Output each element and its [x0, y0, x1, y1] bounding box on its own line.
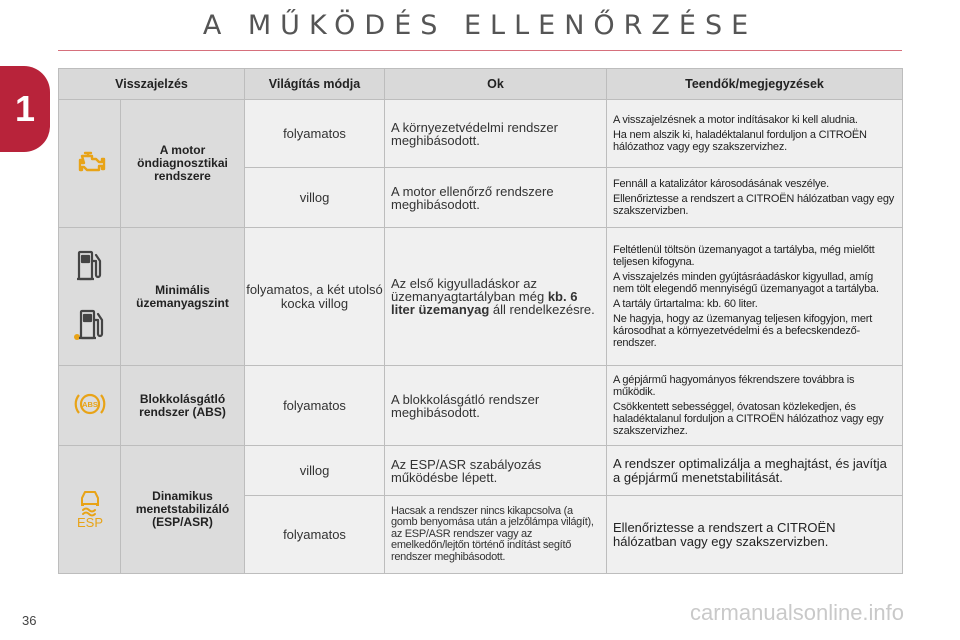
notes-cell	[607, 228, 903, 366]
header-indicator: Visszajelzés	[59, 69, 245, 100]
cause-text: Az ESP/ASR szabályozás működésbe lépett.	[385, 446, 607, 496]
cause-text: A blokkolásgátló rendszer meghibásodott.	[385, 366, 607, 446]
cause-text-end: áll rendelkezésre.	[489, 302, 595, 317]
lighting-mode: folyamatos, a két utolsó kocka villog	[245, 228, 385, 366]
title-divider	[58, 50, 902, 51]
esp-skid-car-icon	[74, 488, 106, 528]
abs-icon-cell	[59, 366, 121, 446]
table-row	[59, 228, 903, 366]
esp-icon-label: ESP	[76, 515, 103, 528]
note-text: Feltétlenül töltsön üzemanyagot a tartályba, még mielőtt teljesen kifogyna.	[613, 244, 875, 268]
lighting-mode: folyamatos	[245, 100, 385, 168]
page-title: A MŰKÖDÉS ELLENŐRZÉSE	[202, 10, 758, 41]
notes-cell	[607, 168, 903, 228]
engine-check-icon	[73, 151, 107, 173]
chapter-tab	[0, 66, 50, 152]
cause-text-start: Az első kigyulladáskor az üzemanyagtartályban még	[391, 276, 548, 304]
table-row	[59, 446, 903, 496]
note-text: A visszajelzésnek a motor indításakor ki kell aludnia.	[613, 114, 858, 126]
lighting-mode: villog	[245, 446, 385, 496]
note-text: A tartály űrtartalma: kb. 60 liter.	[613, 298, 758, 310]
fuel-pump-icon	[75, 249, 105, 283]
fuel-icon-cell	[59, 228, 121, 366]
esp-system-name: Dinamikus menetstabilizáló (ESP/ASR)	[121, 446, 245, 574]
engine-system-name: A motor öndiagnosztikai rendszere	[121, 100, 245, 228]
note-text: Csökkentett sebességgel, óvatosan közlekedjen, és haladéktalanul forduljon a CITROËN hálózathoz vagy egy szakszervizhez.	[613, 401, 884, 437]
notes-cell: Ellenőriztesse a rendszert a CITROËN hálózatban vagy egy szakszervizben.	[607, 496, 903, 574]
warning-lights-table	[58, 68, 903, 574]
notes-cell	[607, 100, 903, 168]
abs-system-name: Blokkolásgátló rendszer (ABS)	[121, 366, 245, 446]
notes-cell	[607, 366, 903, 446]
header-actions: Teendők/megjegyzések	[607, 69, 903, 100]
cause-text-bold: kb. 6 liter üzemanyag	[391, 289, 578, 317]
abs-icon	[73, 390, 107, 418]
lighting-mode: folyamatos	[245, 366, 385, 446]
chapter-number: 1	[14, 88, 36, 129]
table-row	[59, 100, 903, 168]
cause-text: Hacsak a rendszer nincs kikapcsolva (a gomb benyomása után a jelzőlámpa világít), az ESP/ASR rendszer vagy az emelkedőn/lejtőn történő indítást segítő rendszer meghibásodott.	[385, 496, 607, 574]
page-number: 36	[22, 613, 37, 628]
note-text: A visszajelzés minden gyújtásráadáskor kigyullad, amíg nem tölt elegendő mennyiségű üzemanyagot a tartályba.	[613, 271, 879, 295]
note-text: Fennáll a katalizátor károsodásának veszélye.	[613, 178, 830, 190]
cause-text: A környezetvédelmi rendszer meghibásodott.	[385, 100, 607, 168]
cause-text: A motor ellenőrző rendszere meghibásodott.	[385, 168, 607, 228]
watermark: carmanualsonline.info	[690, 600, 905, 625]
fuel-pump-warning-icon	[73, 308, 107, 342]
notes-cell: A rendszer optimalizálja a meghajtást, és javítja a gépjármű menetstabilitását.	[607, 446, 903, 496]
abs-icon-label: ABS	[81, 400, 98, 409]
header-lighting: Világítás módja	[245, 69, 385, 100]
note-text: Ha nem alszik ki, haladéktalanul forduljon a CITROËN hálózathoz vagy egy szakszervizhez.	[613, 129, 867, 153]
fuel-level-name: Minimális üzemanyagszint	[121, 228, 245, 366]
table-header-row	[59, 69, 903, 100]
note-text: Ne hagyja, hogy az üzemanyag teljesen kifogyjon, mert károsodhat a környezetvédelmi és a befecskendező-rendszer.	[613, 313, 873, 349]
esp-icon-cell	[59, 446, 121, 574]
table-row	[59, 366, 903, 446]
cause-text	[385, 228, 607, 366]
lighting-mode: folyamatos	[245, 496, 385, 574]
engine-icon-cell	[59, 100, 121, 228]
header-cause: Ok	[385, 69, 607, 100]
lighting-mode: villog	[245, 168, 385, 228]
note-text: A gépjármű hagyományos fékrendszere továbbra is működik.	[613, 374, 855, 398]
note-text: Ellenőriztesse a rendszert a CITROËN hálózatban vagy egy szakszervizben.	[613, 193, 895, 217]
